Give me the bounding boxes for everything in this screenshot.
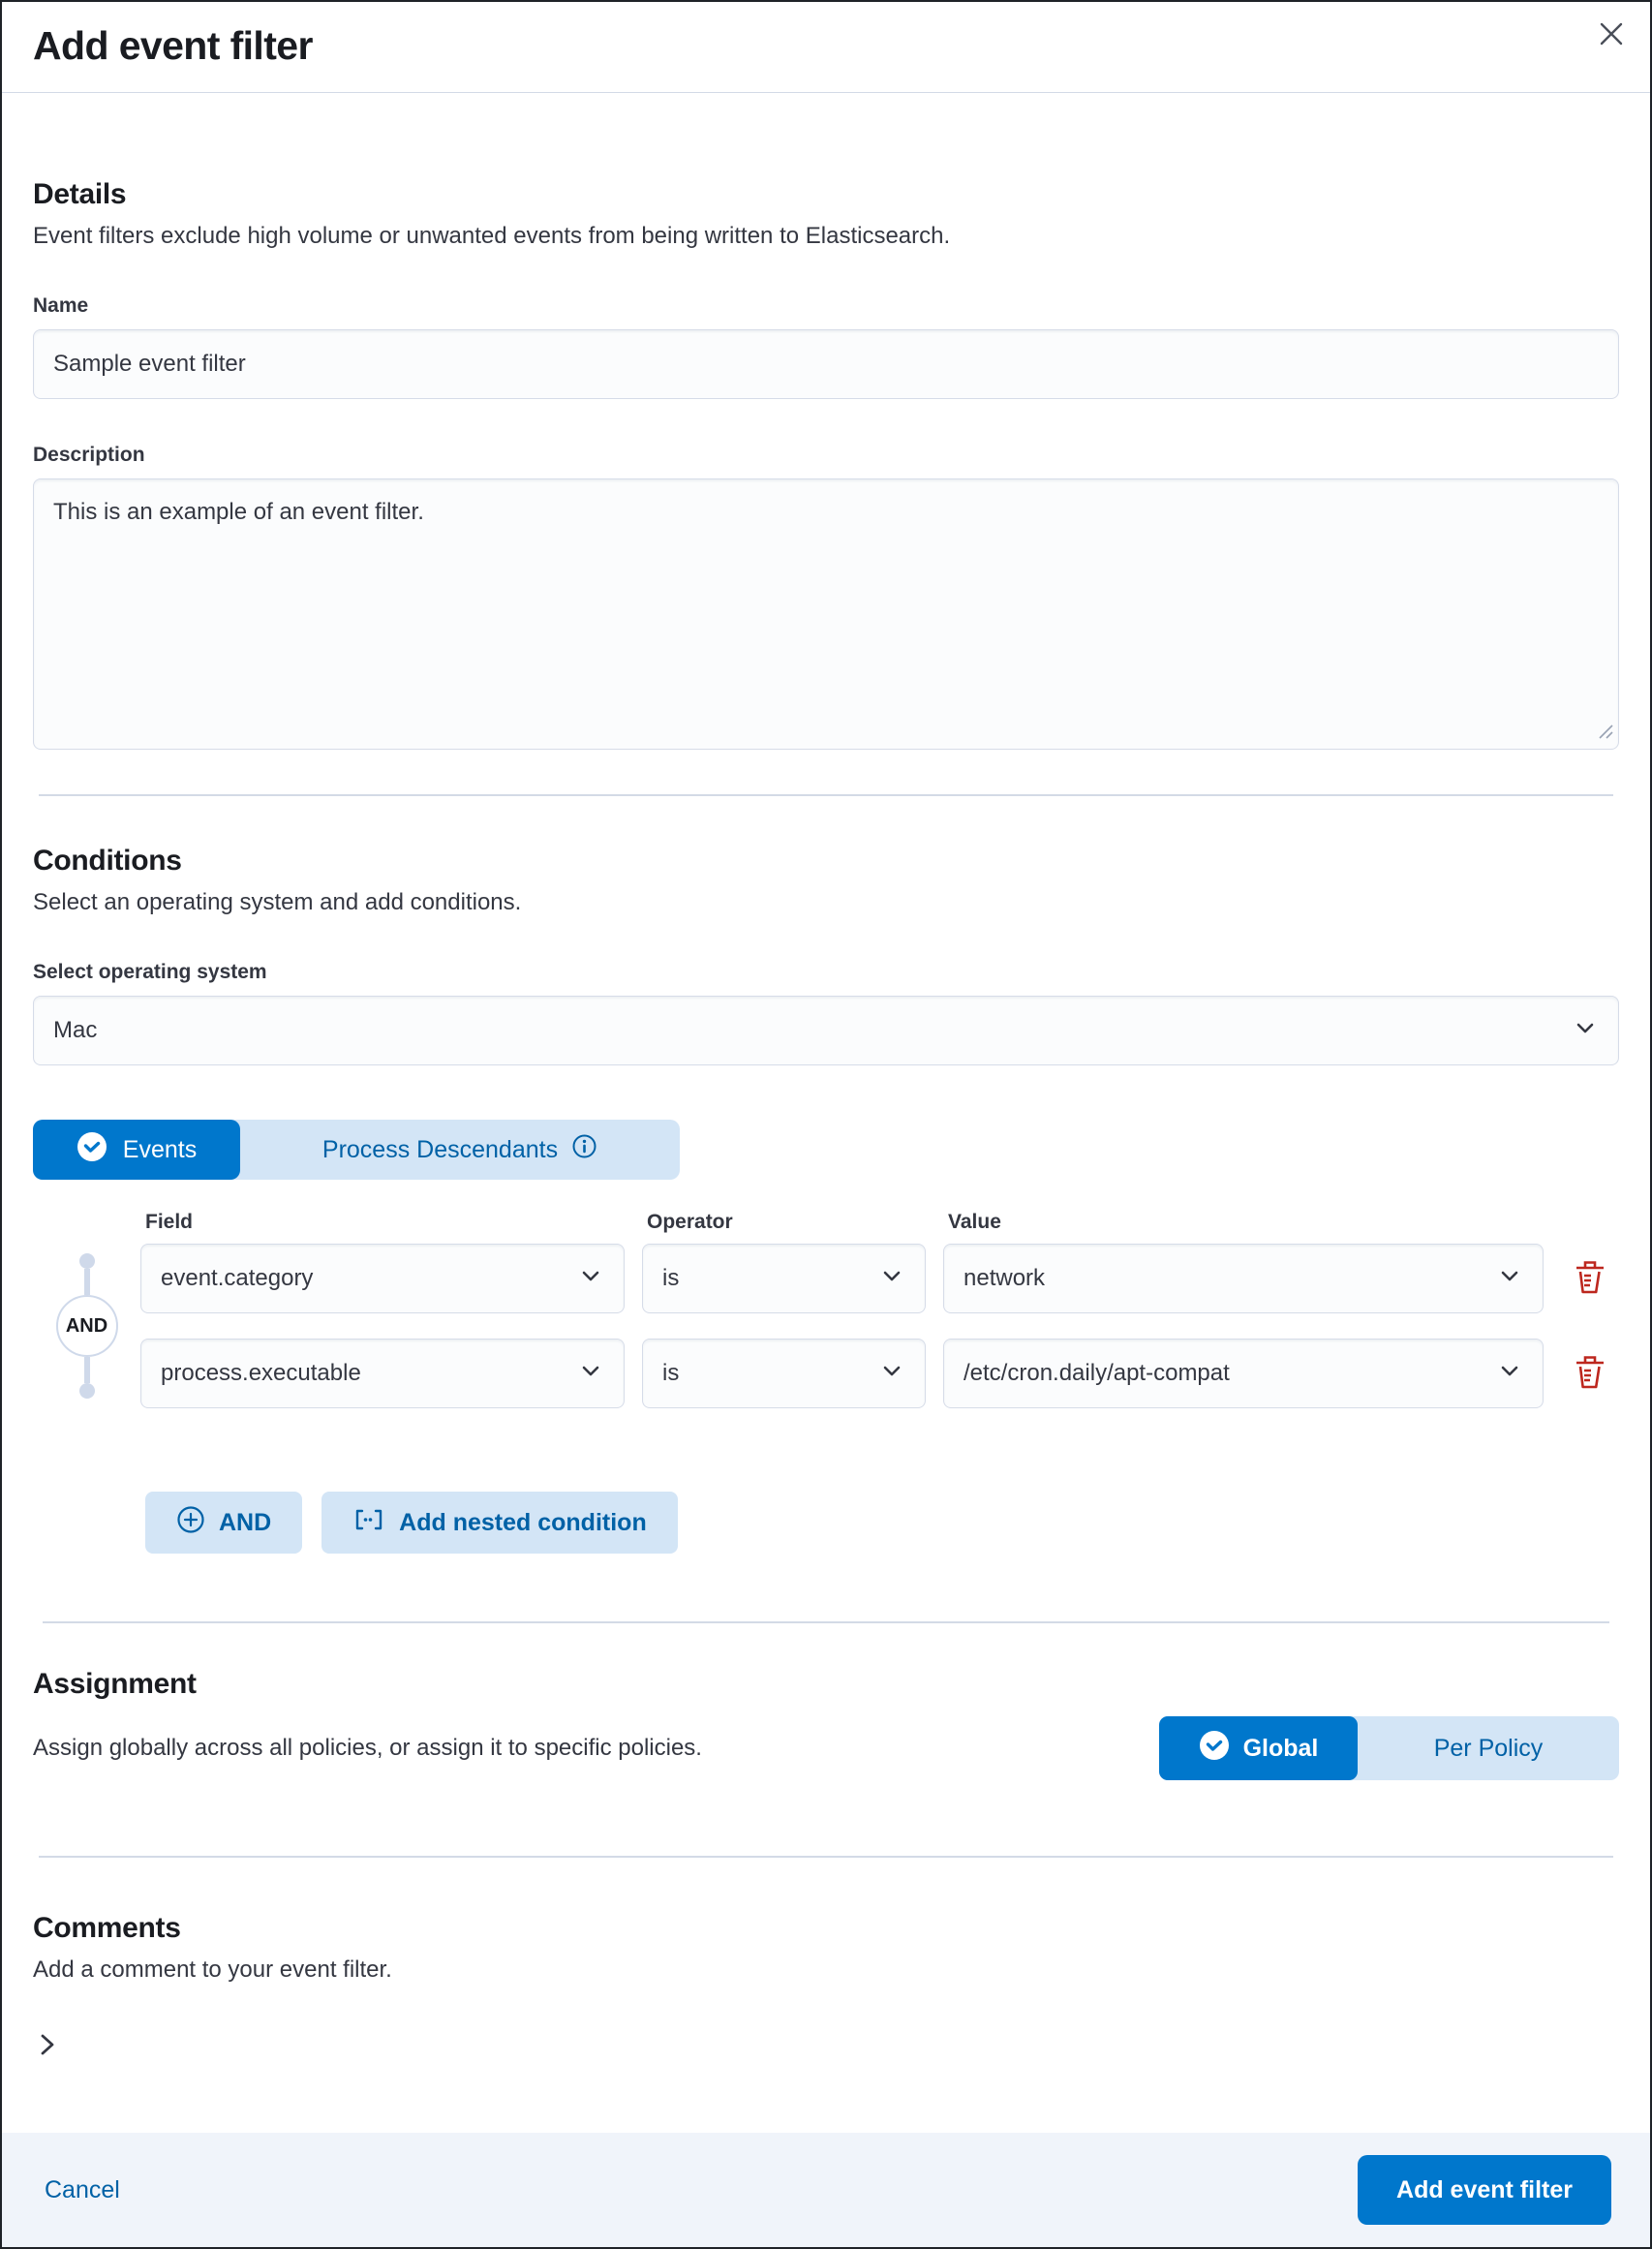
assignment-heading: Assignment [33,1668,197,1700]
and-connector-badge: AND [56,1295,118,1357]
add-and-condition-label: AND [219,1508,272,1536]
field-column-label: Field [145,1211,194,1233]
modal-footer [2,2133,1650,2247]
field-select[interactable] [140,1339,625,1408]
and-connector [33,1244,140,1408]
description-field-wrap [33,478,1619,750]
chevron-down-icon [1496,1357,1523,1391]
add-and-condition-button[interactable] [145,1492,302,1554]
chevron-down-icon [878,1262,905,1296]
details-heading: Details [33,178,127,210]
field-select-value: event.category [161,1265,314,1291]
filter-type-tab-group [33,1120,680,1180]
tab-events-label: Events [122,1135,198,1163]
add-event-filter-button[interactable]: Add event filter [1358,2155,1611,2225]
value-select[interactable] [943,1339,1544,1408]
toggle-per-policy-label: Per Policy [1433,1734,1544,1762]
tab-process-descendants-label: Process Descendants [321,1135,559,1163]
tab-process-descendants[interactable] [240,1120,680,1180]
condition-row [140,1244,1619,1313]
description-textarea[interactable] [33,478,1619,750]
toggle-global-label: Global [1242,1734,1319,1762]
condition-row [140,1339,1619,1408]
chevron-right-icon [33,2030,62,2062]
modal-body [2,93,1650,2133]
description-label: Description [33,444,145,466]
details-subtitle: Event filters exclude high volume or unwanted events from being written to Elasticsearch. [33,223,951,249]
name-label: Name [33,294,89,317]
connector-dot-top [79,1253,95,1269]
condition-column-labels [145,1211,1619,1234]
check-circle-icon [76,1131,107,1169]
os-select-label: Select operating system [33,961,267,983]
nested-condition-icon [352,1506,385,1540]
conditions-heading: Conditions [33,845,182,877]
value-select-value: /etc/cron.daily/apt-compat [964,1360,1230,1386]
toggle-global[interactable] [1159,1716,1358,1780]
os-select[interactable] [33,996,1619,1065]
operator-select[interactable] [642,1339,926,1408]
page-title: Add event filter [33,23,313,68]
name-input[interactable] [33,329,1619,399]
add-nested-condition-label: Add nested condition [399,1508,647,1536]
conditions-subtitle: Select an operating system and add conditions. [33,889,522,915]
section-divider [43,1621,1609,1623]
chevron-down-icon [1496,1262,1523,1296]
close-button[interactable] [1588,12,1635,58]
connector-line [84,1269,90,1295]
info-icon[interactable] [571,1133,597,1166]
value-select-value: network [964,1265,1046,1291]
value-column-label: Value [948,1211,1001,1233]
builder-buttons [145,1492,1619,1554]
field-select-value: process.executable [161,1360,361,1386]
check-circle-icon [1199,1730,1230,1768]
operator-column-label: Operator [647,1211,733,1233]
assignment-subtitle: Assign globally across all policies, or assign it to specific policies. [33,1735,702,1761]
plus-circle-icon [176,1505,205,1541]
chevron-down-icon [1572,1014,1599,1048]
toggle-per-policy[interactable] [1358,1716,1619,1780]
assignment-row [33,1716,1619,1780]
condition-rows [140,1244,1619,1408]
os-select-value: Mac [53,1017,98,1043]
connector-dot-bottom [79,1383,95,1399]
operator-select[interactable] [642,1244,926,1313]
add-nested-condition-button[interactable] [321,1492,678,1554]
operator-select-value: is [662,1360,680,1386]
chevron-down-icon [878,1357,905,1391]
section-divider [39,1856,1613,1858]
comments-accordion-toggle[interactable] [33,2026,76,2065]
chevron-down-icon [577,1262,604,1296]
section-divider [39,794,1613,796]
close-icon [1597,19,1626,51]
modal-header [2,2,1650,93]
chevron-down-icon [577,1357,604,1391]
cancel-button[interactable]: Cancel [45,2175,120,2203]
delete-condition-button[interactable] [1561,1244,1619,1313]
tab-events[interactable] [33,1120,240,1180]
trash-icon [1573,1353,1607,1395]
comments-heading: Comments [33,1912,181,1944]
assignment-toggle-group [1159,1716,1619,1780]
trash-icon [1573,1258,1607,1300]
delete-condition-button[interactable] [1561,1339,1619,1408]
comments-subtitle: Add a comment to your event filter. [33,1956,392,1983]
connector-line [84,1357,90,1383]
field-select[interactable] [140,1244,625,1313]
value-select[interactable] [943,1244,1544,1313]
condition-builder [33,1244,1619,1408]
operator-select-value: is [662,1265,680,1291]
